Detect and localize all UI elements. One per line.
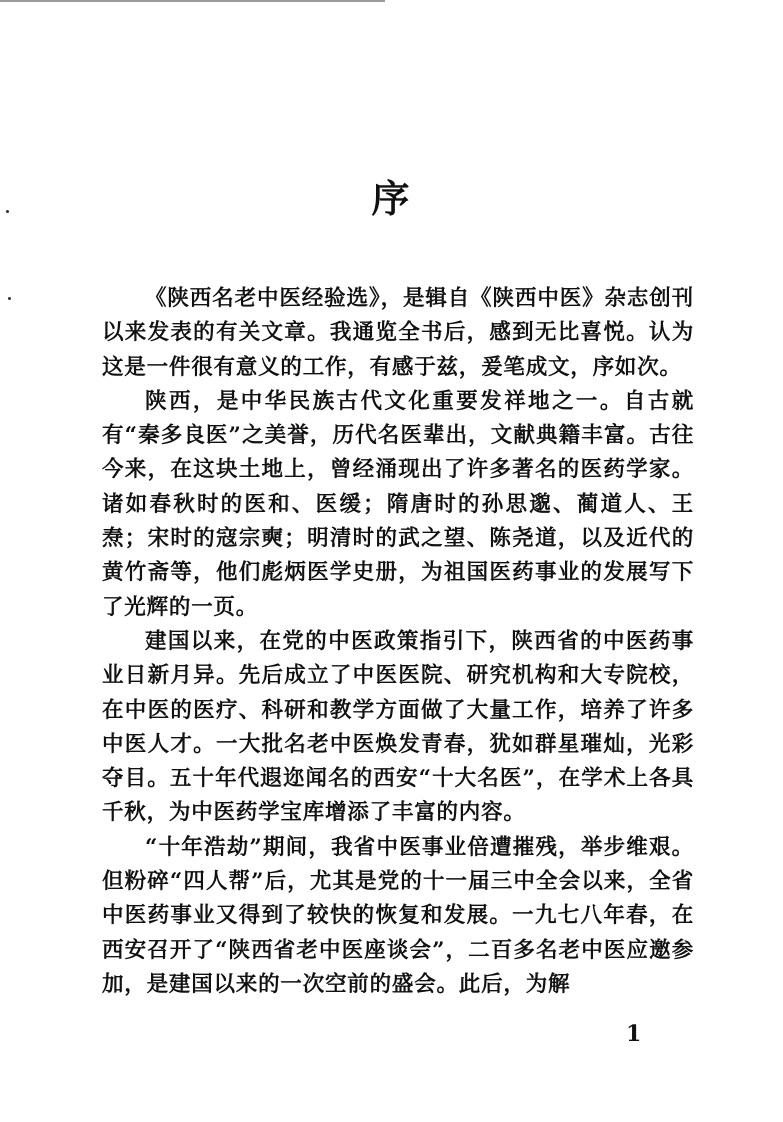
paragraph-1: 《陕西名老中医经验选》，是辑自《陕西中医》杂志创刊以来发表的有关文章。我通览全书后，感到无比喜悦。认为这是一件很有意义的工作，有感于兹，爰笔成文，序如次。 [102, 286, 694, 380]
scan-edge-line [0, 0, 385, 2]
scan-speck [8, 297, 11, 300]
page-title: 序 [371, 176, 412, 222]
preface-body [102, 282, 694, 1002]
paragraph-4: “十年浩劫”期间，我省中医事业倍遭摧残，举步维艰。但粉碎“四人帮”后，尤其是党的十一届三中全会以来，全省中医药事业又得到了较快的恢复和发展。一九七八年春，在西安召开了“陕西省老中医座谈会”，二百多名老中医应邀参加，是建国以来的一次空前的盛会。此后，为解 [102, 834, 694, 997]
paragraph-2: 陕西，是中华民族古代文化重要发祥地之一。自古就有“秦多良医”之美誉，历代名医辈出，文献典籍丰富。古往今来，在这块土地上，曾经涌现出了许多著名的医药学家。诸如春秋时的医和、医缓；隋唐时的孙思邈、蔺道人、王焘；宋时的寇宗奭；明清时的武之望、陈尧道，以及近代的黄竹斋等，他们彪炳医学史册，为祖国医药事业的发展写下了光辉的一页。 [102, 388, 694, 620]
page-number: 1 [626, 1021, 642, 1047]
paragraph-3: 建国以来，在党的中医政策指引下，陕西省的中医药事业日新月异。先后成立了中医医院、研究机构和大专院校，在中医的医疗、科研和教学方面做了大量工作，培养了许多中医人才。一大批名老中医焕发青春，犹如群星璀灿，光彩夺目。五十年代遐迩闻名的西安“十大名医”，在学术上各具千秋，为中医药学宝库增添了丰富的内容。 [102, 628, 694, 826]
